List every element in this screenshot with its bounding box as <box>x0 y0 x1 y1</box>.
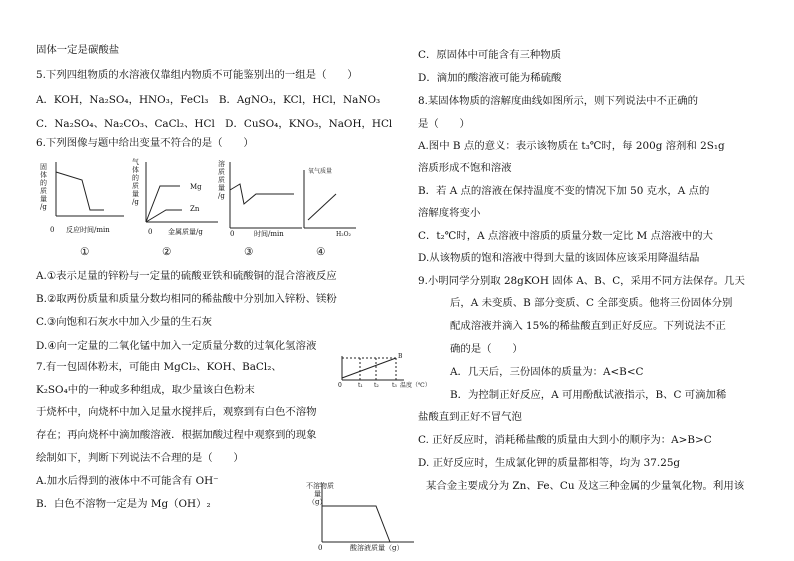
question-5: 5.下列四组物质的水溶液仅靠组内物质不可能鉴别出的一组是（ ） <box>36 69 358 81</box>
solubility-tick-3: t₃ <box>392 382 397 389</box>
precip-ylabel-0: 不溶物质 <box>306 482 334 490</box>
q9-option-a: A．几天后，三份固体的质量为：A<B<C <box>450 366 644 378</box>
g3-numeral: ③ <box>244 246 254 258</box>
text-line: 固体一定是碳酸盐 <box>36 44 120 56</box>
q5-options-ab: A．KOH，Na₂SO₄，HNO₃，FeCl₃ B．AgNO₃，KCl，HCl，NaNO₃ <box>36 94 381 106</box>
g2-ylabel-5: /g <box>132 198 139 206</box>
g1-ylabel-4: 量 <box>40 195 47 203</box>
solubility-tick-0: 0 <box>338 382 342 389</box>
g2-ylabel-0: 气 <box>132 158 139 166</box>
g4-xlabel: H₂O₂ <box>336 231 351 238</box>
q7-line-3: 于烧杯中，向烧杯中加入足量水搅拌后，观察到有白色不溶物 <box>36 406 317 418</box>
g2-ylabel-4: 量 <box>132 190 139 198</box>
g3-ylabel-0: 溶 <box>218 160 225 168</box>
q7-line-2: K₂SO₄中的一种或多种组成，取少量该白色粉末 <box>36 384 255 396</box>
g1-ylabel-0: 固 <box>40 163 47 171</box>
q6-option-a: A.①表示足量的锌粉与一定量的硫酸亚铁和硫酸铜的混合溶液反应 <box>36 270 337 282</box>
g1-numeral: ① <box>80 246 90 258</box>
solubility-tick-2: t₂ <box>374 382 379 389</box>
q7-option-c: C．原固体中可能含有三种物质 <box>418 49 562 61</box>
q9-option-b-cont: 盐酸直到正好不冒气泡 <box>418 411 522 423</box>
g2-numeral: ② <box>162 246 172 258</box>
g2-xlabel: 金属质量/g <box>168 228 203 236</box>
q8-option-a: A.图中 B 点的意义：表示该物质在 t₃℃时，每 200g 溶剂和 2S₁g <box>418 140 725 152</box>
g3-ylabel-1: 质 <box>218 168 225 176</box>
question-7: 7.有一包固体粉末，可能由 MgCl₂、KOH、BaCl₂、 <box>36 361 282 373</box>
q5-options-cd: C．Na₂SO₄、Na₂CO₃、CaCl₂、HCl D．CuSO₄，KNO₃，NaOH，HCl <box>36 118 393 130</box>
precip-ylabel-2: （g） <box>308 498 327 506</box>
g3-ylabel-3: 量 <box>218 184 225 192</box>
q6-option-c: C.③向饱和石灰水中加入少量的生石灰 <box>36 316 213 328</box>
g1-ylabel-2: 的 <box>40 179 47 187</box>
g1-xlabel: 反应时间/min <box>66 226 110 234</box>
q8-option-a-cont: 溶质形成不饱和溶液 <box>418 162 512 174</box>
q8-option-d: D.从该物质的饱和溶液中得到大量的该固体应该采用降温结晶 <box>418 252 700 264</box>
question-9: 9.小明同学分别取 28gKOH 固体 A、B、C，采用不同方法保存。几天 <box>418 275 745 287</box>
solubility-b-point: B <box>398 353 403 360</box>
precip-xlabel: 酸溶液质量（g） <box>350 544 404 552</box>
g2-series-mg: Mg <box>190 183 202 191</box>
g1-ylabel-3: 质 <box>40 187 47 195</box>
question-10-intro: 某合金主要成分为 Zn、Fe、Cu 及这三种金属的少量氧化物。利用该 <box>426 480 745 492</box>
q8-option-b-cont: 溶解度将变小 <box>418 207 481 219</box>
q8-option-c: C．t₂℃时，A 点溶液中溶质的质量分数一定比 M 点溶液中的大 <box>418 230 713 242</box>
precip-origin: 0 <box>318 544 323 552</box>
g1-ylabel-5: /g <box>40 203 47 211</box>
q7-option-d: D．滴加的酸溶液可能为稀硫酸 <box>418 72 562 84</box>
g2-ylabel-1: 体 <box>132 166 139 174</box>
g3-xlabel: 时间/min <box>254 230 284 238</box>
q7-option-b: B．白色不溶物一定是为 Mg（OH）₂ <box>36 498 211 510</box>
g3-ylabel-4: /g <box>218 192 225 200</box>
g2-ylabel-3: 质 <box>132 182 139 190</box>
g3-ylabel-2: 质 <box>218 176 225 184</box>
q6-option-d: D.④向一定量的二氧化锰中加入一定质量分数的过氧化氢溶液 <box>36 340 317 352</box>
q7-option-a: A.加水后得到的液体中不可能含有 OH⁻ <box>36 475 219 487</box>
q8-line-2: 是（ ） <box>418 118 470 130</box>
g4-ylabel: 氧气质量 <box>308 168 333 175</box>
q9-line-3: 配成溶液并滴入 15%的稀盐酸直到正好反应。下列说法不正 <box>450 320 726 332</box>
solubility-tick-1: t₁ <box>358 382 363 389</box>
g4-numeral: ④ <box>316 246 326 258</box>
q9-option-c: C. 正好反应时，消耗稀盐酸的质量由大到小的顺序为：A>B>C <box>418 434 712 446</box>
q7-line-4: 存在；再向烧杯中滴加酸溶液．根据加酸过程中观察到的现象 <box>36 429 317 441</box>
q9-option-b: B．为控制正好反应，A 可用酚酞试液指示，B、C 可滴加稀 <box>450 389 727 401</box>
g2-series-zn: Zn <box>190 205 200 213</box>
q9-line-2: 后，A 未变质、B 部分变质、C 全部变质。他将三份固体分别 <box>450 297 733 309</box>
question-6: 6.下列图像与题中给出变量不符合的是（ ） <box>36 137 254 149</box>
q9-line-4: 确的是（ ） <box>450 343 523 355</box>
q9-option-d: D. 正好反应时，生成氯化钾的质量都相等，均为 37.25g <box>418 457 681 469</box>
precip-ylabel-1: 量 <box>314 490 321 498</box>
solubility-xlabel: 温度（℃） <box>400 382 431 389</box>
g3-origin: 0 <box>230 230 235 238</box>
g2-origin: 0 <box>148 228 153 236</box>
g2-ylabel-2: 的 <box>132 174 139 182</box>
g1-ylabel-1: 体 <box>40 171 47 179</box>
question-8: 8.某固体物质的溶解度曲线如图所示，则下列说法中不正确的 <box>418 95 699 107</box>
g1-origin: 0 <box>50 226 55 234</box>
q6-option-b: B.②取两份质量和质量分数均相同的稀盐酸中分别加入锌粉、镁粉 <box>36 293 337 305</box>
q8-option-b: B．若 A 点的溶液在保持温度不变的情况下加 50 克水，A 点的 <box>418 185 710 197</box>
q7-line-5: 绘制如下，判断下列说法不合理的是（ ） <box>36 452 244 464</box>
